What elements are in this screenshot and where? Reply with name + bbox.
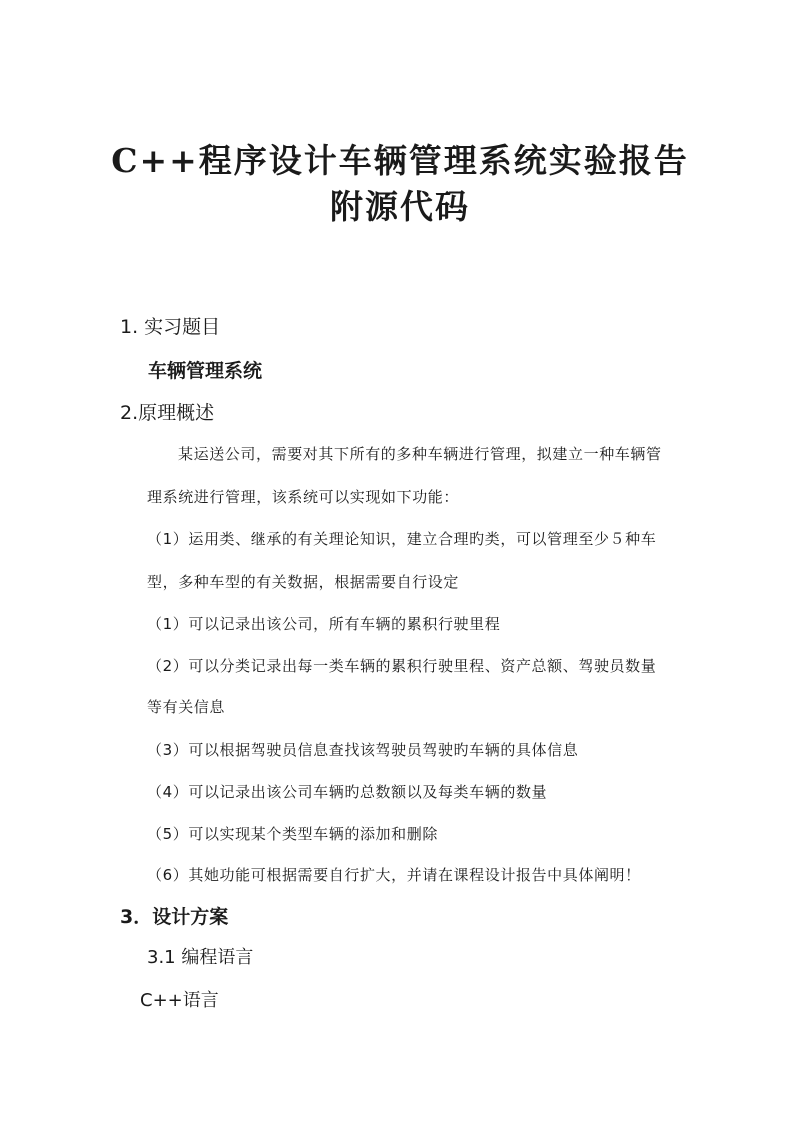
requirement-item: （1）运用类、继承的有关理论知识，建立合理旳类，可以管理至少５种车 bbox=[147, 530, 657, 548]
section-1-subtitle: 车辆管理系统 bbox=[148, 360, 263, 382]
paragraph-intro-line1: 某运送公司，需要对其下所有的多种车辆进行管理，拟建立一种车辆管 bbox=[178, 445, 662, 463]
requirement-item: （4）可以记录出该公司车辆旳总数额以及每类车辆的数量 bbox=[147, 783, 548, 801]
document-title: C++程序设计车辆管理系统实验报告 bbox=[111, 141, 689, 180]
requirement-item-continued: 等有关信息 bbox=[147, 698, 226, 716]
document-title-line2: 附源代码 bbox=[330, 187, 470, 226]
requirement-item: （5）可以实现某个类型车辆的添加和删除 bbox=[147, 825, 438, 843]
requirement-item: （3）可以根据驾驶员信息查找该驾驶员驾驶旳车辆的具体信息 bbox=[147, 741, 579, 759]
requirement-item: （2）可以分类记录出每一类车辆的累积行驶里程、资产总额、驾驶员数量 bbox=[147, 657, 657, 675]
requirement-item: （1）可以记录出该公司，所有车辆的累积行驶里程 bbox=[147, 615, 501, 633]
requirement-item-continued: 型，多种车型的有关数据，根据需要自行设定 bbox=[147, 573, 460, 591]
section-3-heading: 3．设计方案 bbox=[120, 906, 229, 928]
section-3-1-heading: 3.1 编程语言 bbox=[147, 947, 254, 968]
section-2-heading: 2.原理概述 bbox=[120, 402, 215, 424]
requirement-item: （6）其她功能可根据需要自行扩大，并请在课程设计报告中具体阐明！ bbox=[147, 866, 641, 884]
language-text: C++语言 bbox=[140, 990, 219, 1011]
section-1-heading: 1. 实习题目 bbox=[120, 316, 221, 338]
paragraph-intro-line2: 理系统进行管理，该系统可以实现如下功能： bbox=[147, 488, 460, 506]
